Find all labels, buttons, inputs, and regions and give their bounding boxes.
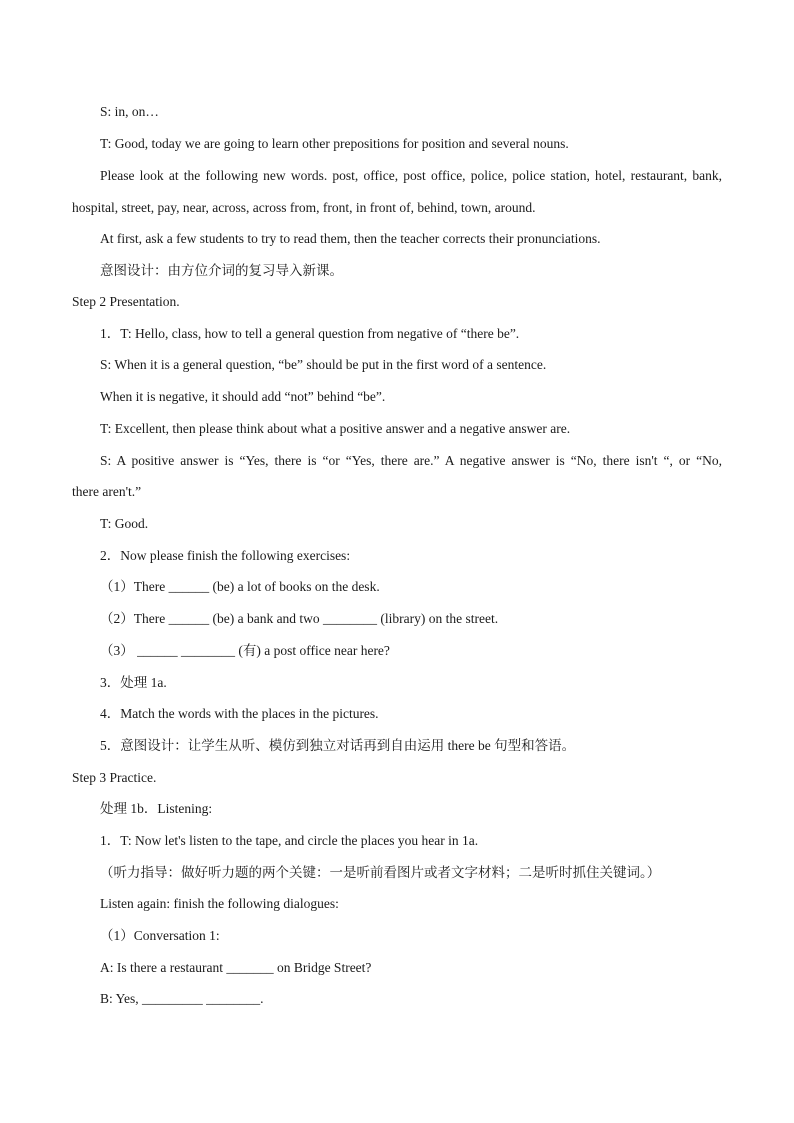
text-line: S: When it is a general question, “be” should be put in the first word of a sentence. [100, 357, 547, 372]
text-line: 3．处理 1a. [100, 675, 167, 690]
listening-tip: （听力指导：做好听力题的两个关键：一是听前看图片或者文字材料；二是听时抓住关键词。） [100, 865, 661, 880]
text-line: 处理 1b．Listening: [100, 801, 213, 816]
text-line: Please look at the following new words. post, office, post office, police, police station, hotel, restaurant, bank, [100, 168, 722, 183]
step-heading: Step 3 Practice. [72, 770, 157, 785]
text-line: S: A positive answer is “Yes, there is “or “Yes, there are.” A negative answer is “No, there isn't “, or “No, [100, 453, 722, 468]
exercise-item: （3） ______ ________ (有) a post office near here? [100, 643, 390, 658]
text-line: S: in, on… [100, 104, 159, 119]
step-heading: Step 2 Presentation. [72, 294, 180, 309]
dialogue-line: B: Yes, _________ ________. [100, 991, 264, 1006]
text-line: 1．T: Now let's listen to the tape, and circle the places you hear in 1a. [100, 833, 479, 848]
exercise-item: （1）There ______ (be) a lot of books on the desk. [100, 579, 380, 594]
design-note: 意图设计：由方位介词的复习导入新课。 [100, 263, 343, 278]
text-line: T: Excellent, then please think about what a positive answer and a negative answer are. [100, 421, 571, 436]
design-note: 5．意图设计：让学生从听、模仿到独立对话再到自由运用 there be 句型和答语。 [100, 738, 576, 753]
exercise-item: （2）There ______ (be) a bank and two ________ (library) on the street. [100, 611, 499, 626]
text-line: At first, ask a few students to try to read them, then the teacher corrects their pronunciations. [100, 231, 601, 246]
text-line: T: Good, today we are going to learn other prepositions for position and several nouns. [100, 136, 569, 151]
text-line: Listen again: finish the following dialogues: [100, 896, 339, 911]
text-line: 2．Now please finish the following exercises: [100, 548, 351, 563]
text-line: （1）Conversation 1: [100, 928, 220, 943]
text-line: 4．Match the words with the places in the pictures. [100, 706, 379, 721]
text-line: hospital, street, pay, near, across, across from, front, in front of, behind, town, around. [72, 200, 536, 215]
text-line: 1．T: Hello, class, how to tell a general question from negative of “there be”. [100, 326, 520, 341]
text-line: When it is negative, it should add “not” behind “be”. [100, 389, 386, 404]
dialogue-line: A: Is there a restaurant _______ on Bridge Street? [100, 960, 372, 975]
text-line: T: Good. [100, 516, 149, 531]
text-line: there aren't.” [72, 484, 142, 499]
